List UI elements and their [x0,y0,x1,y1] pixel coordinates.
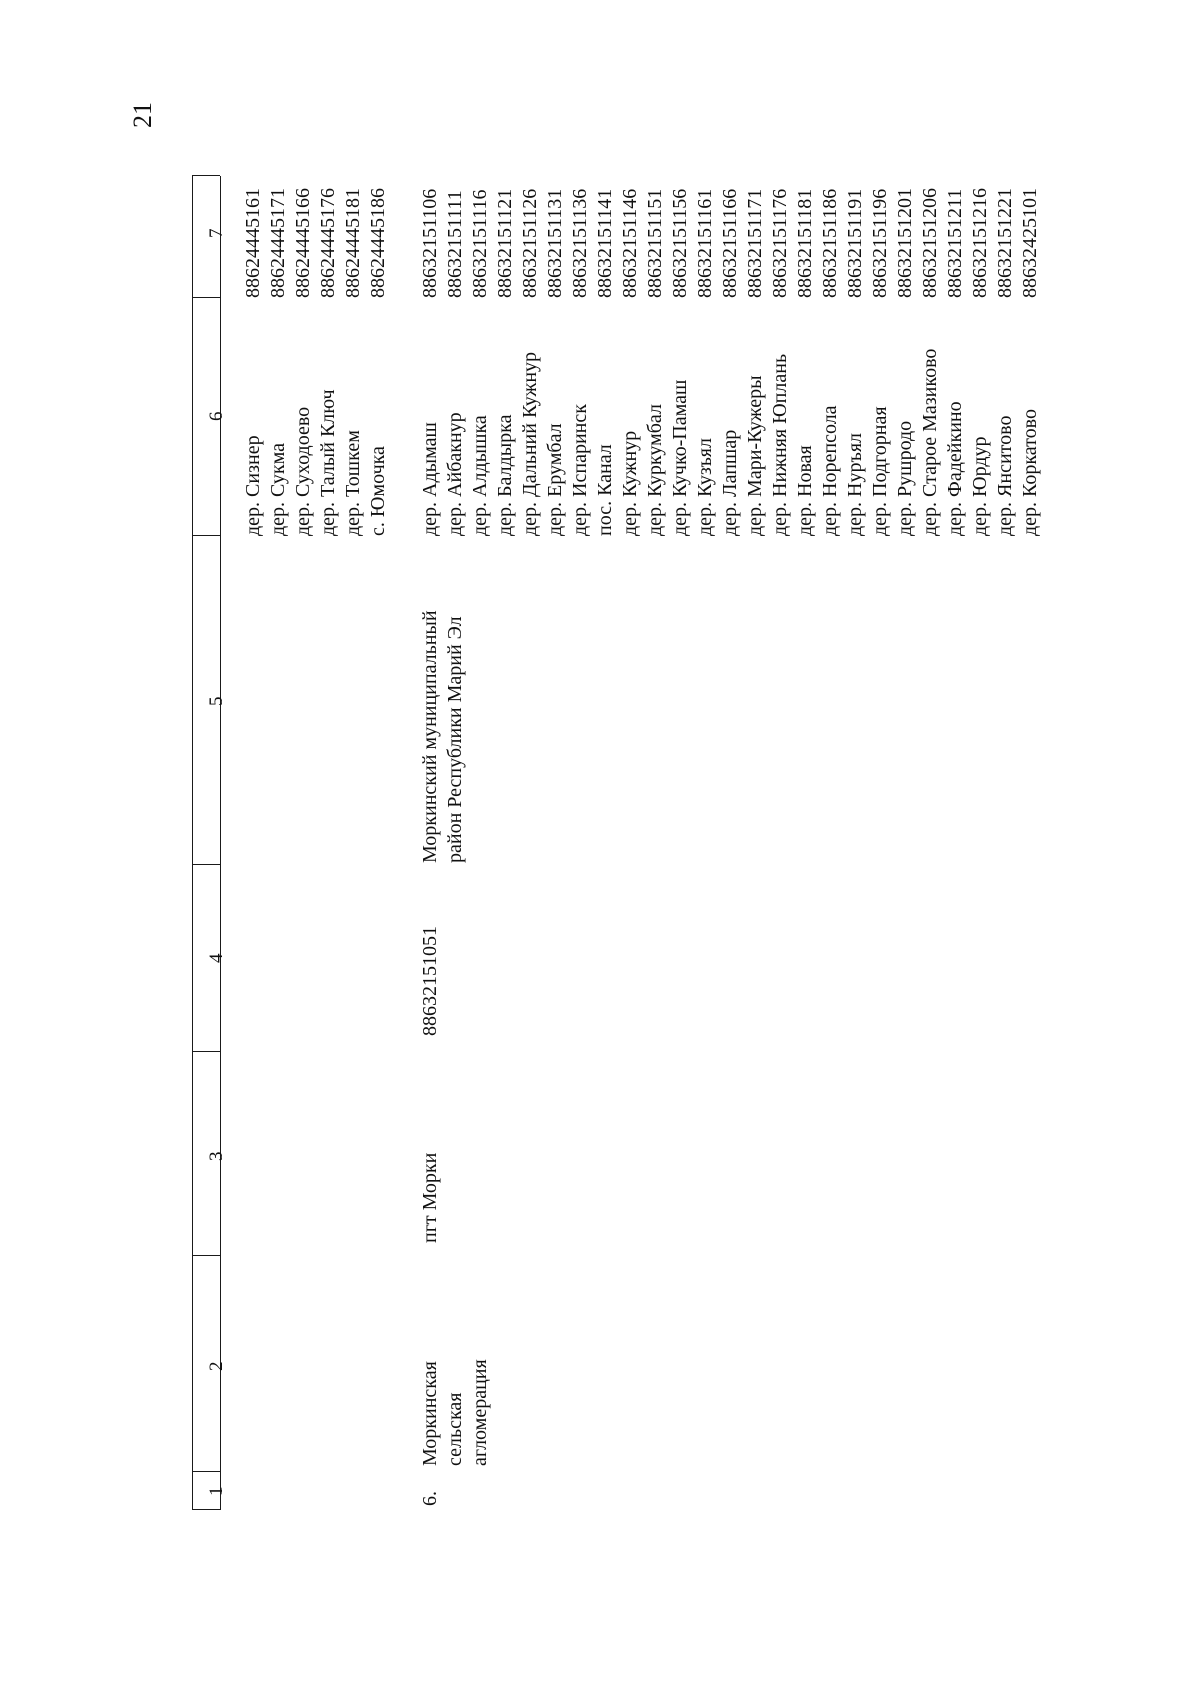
oktmo-code: 88632151201 [894,188,916,298]
column-divider [192,535,220,536]
oktmo-code: 88632151131 [544,188,566,298]
settlement-name: дер. Янситово [994,415,1016,536]
header-top-rule [192,176,193,1510]
settlement-name: дер. Айбакнур [444,412,466,536]
oktmo-code: 88632151171 [744,188,766,298]
column-divider [192,175,220,176]
oktmo-code: 88632151196 [869,188,891,298]
agglomeration-line: агломерация [469,1359,491,1466]
column-divider [192,1255,220,1256]
settlement-name: дер. Кужнур [619,430,641,536]
oktmo-code: 88632151141 [594,188,616,298]
column-number-4: 4 [206,953,227,963]
settlement-name: дер. Кучко-Памаш [669,379,691,536]
column-divider [192,297,220,298]
settlement-name: дер. Ерумбал [544,423,566,536]
oktmo-code: 88624445166 [292,188,314,298]
oktmo-code: 88632151211 [944,188,966,298]
oktmo-code: 88624445161 [242,188,264,298]
settlement-name: пос. Канал [594,444,616,536]
column-number-2: 2 [206,1361,227,1371]
oktmo-code: 88632151126 [519,188,541,298]
oktmo-code: 88632425101 [1019,188,1041,298]
settlement-name: дер. Талый Ключ [317,389,339,536]
settlement-name: дер. Сизнер [242,435,264,536]
settlement-name: дер. Суходоево [292,406,314,536]
column-number-6: 6 [206,411,227,421]
entry-settlements [418,349,1043,536]
oktmo-code: 88632151191 [844,188,866,298]
column-number-5: 5 [206,696,227,706]
settlement-name: дер. Рушродо [894,420,916,536]
settlement-name: дер. Коркатово [1019,409,1041,536]
column-number-1: 1 [206,1486,227,1496]
settlement-name: дер. Лапшар [719,429,741,536]
settlement-name: с. Юмочка [367,446,389,536]
center-code: 88632151051 [419,926,441,1036]
oktmo-code: 88624445171 [267,188,289,298]
oktmo-code: 88624445186 [367,188,389,298]
oktmo-code: 88632151166 [719,188,741,298]
settlement-name: дер. Алдышка [469,415,491,536]
oktmo-code: 88632151156 [669,188,691,298]
oktmo-code: 88632151161 [694,188,716,298]
district-line: район Республики Марий Эл [444,616,466,863]
column-number-7: 7 [206,228,227,238]
settlement-name: дер. Подгорная [869,406,891,536]
oktmo-code: 88632151106 [419,188,441,298]
settlement-name: дер. Фадейкино [944,401,966,536]
oktmo-code: 88624445181 [342,188,364,298]
settlement-name: дер. Тошкем [342,430,364,536]
column-divider [192,1051,220,1052]
settlement-name: дер. Куркумбал [644,404,666,536]
oktmo-code: 88632151111 [444,190,466,298]
agglomeration-line: Моркинская [419,1361,441,1466]
settlement-name: дер. Нижняя Юплань [769,353,791,536]
oktmo-code: 88632151121 [494,188,516,298]
settlement-name: дер. Новая [794,445,816,536]
oktmo-code: 88632151151 [644,188,666,298]
oktmo-code: 88632151216 [969,188,991,298]
page-number: 21 [128,102,157,128]
entry-number: 6. [419,1491,441,1506]
settlement-name: дер. Норепсола [819,405,841,536]
continuation-settlements [241,389,391,536]
settlement-name: дер. Старое Мазиково [919,348,941,536]
column-divider [192,864,220,865]
settlement-name: дер. Мари-Кужеры [744,375,766,536]
settlement-name: дер. Юрдур [969,436,991,536]
oktmo-code: 88632151186 [819,188,841,298]
settlement-name: дер. Дальний Кужнур [519,351,541,536]
header-bottom-rule [220,176,221,1510]
oktmo-code: 88632151146 [619,188,641,298]
agglomeration-line: сельская [444,1392,466,1466]
oktmo-code: 88632151116 [469,189,491,298]
column-number-3: 3 [206,1151,227,1161]
settlement-name: дер. Балдырка [494,414,516,536]
oktmo-code: 88632151221 [994,188,1016,298]
settlement-name: дер. Кузъял [694,438,716,536]
oktmo-code: 88632151206 [919,188,941,298]
continuation-codes [241,188,391,298]
oktmo-code: 88632151181 [794,188,816,298]
oktmo-code: 88632151136 [569,188,591,298]
settlement-name: дер. Сукма [267,442,289,536]
column-divider [192,1509,220,1510]
agglomeration-name [418,1359,493,1466]
settlement-name: дер. Нуръял [844,432,866,536]
oktmo-code: 88624445176 [317,188,339,298]
settlement-name: дер. Адымаш [419,422,441,536]
entry-codes [418,188,1043,298]
settlement-name: дер. Испаринск [569,404,591,536]
oktmo-code: 88632151176 [769,188,791,298]
district-name [418,610,468,863]
column-divider [192,1471,220,1472]
district-line: Моркинский муниципальный [419,610,441,863]
center-name: пгт Морки [419,1152,441,1243]
